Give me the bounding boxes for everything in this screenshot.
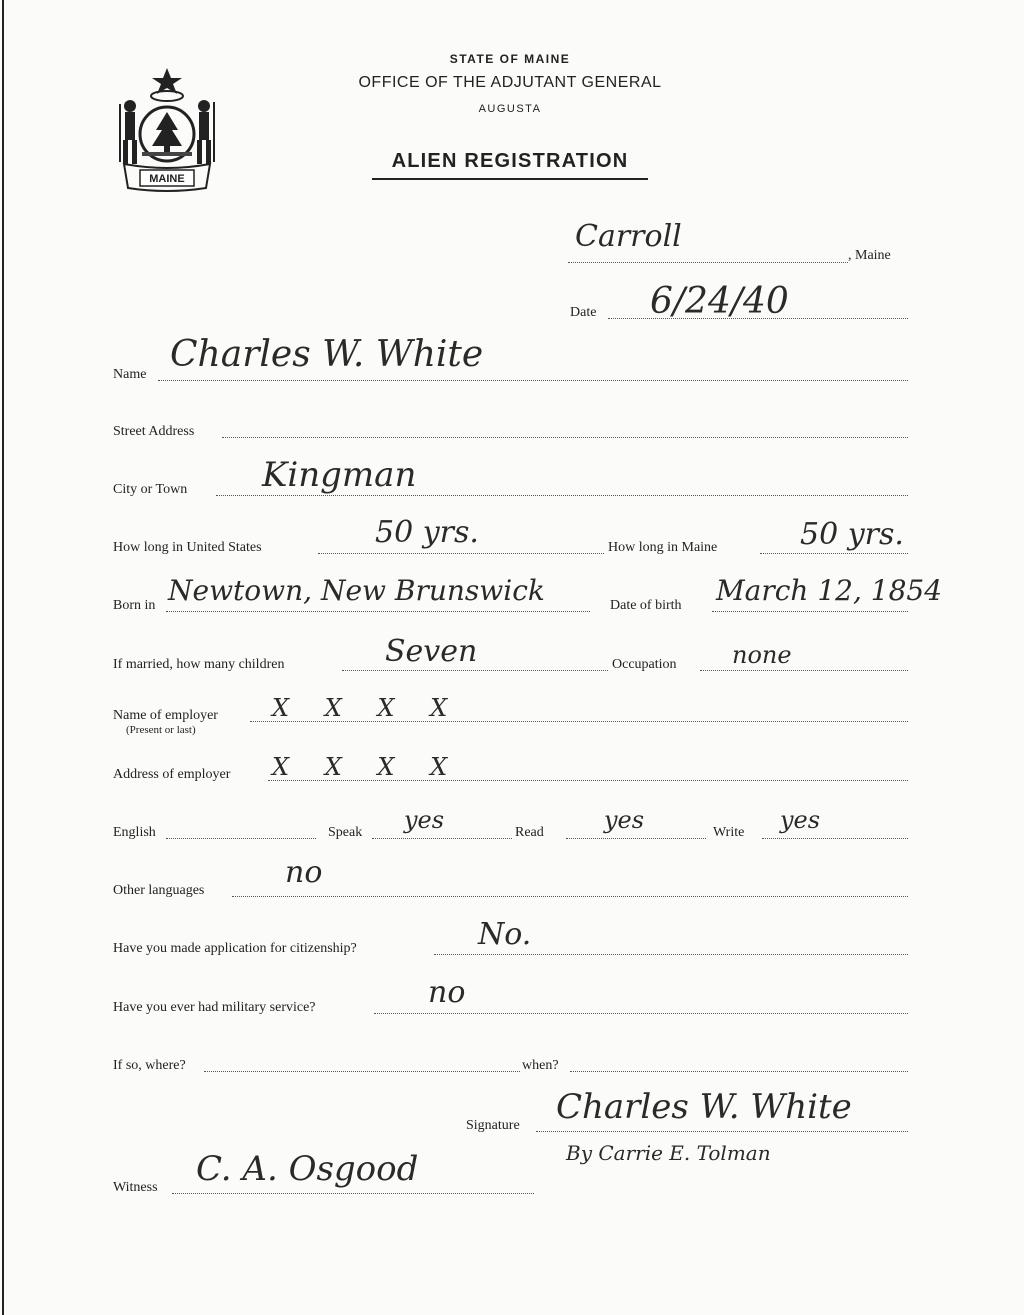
- name-line: [158, 380, 908, 381]
- citizenship-line: [434, 954, 908, 955]
- born-line: [166, 611, 590, 612]
- citizenship-entry: No.: [478, 917, 532, 952]
- scan-border: [2, 0, 4, 1315]
- signature-by-entry: By Carrie E. Tolman: [566, 1141, 771, 1165]
- signature-line: [536, 1131, 908, 1132]
- city-label: City or Town: [113, 482, 188, 497]
- born-label: Born in: [113, 598, 156, 613]
- header-city: AUGUSTA: [478, 103, 542, 115]
- signature-entry: Charles W. White: [556, 1087, 852, 1127]
- years-us-entry: 50 yrs.: [375, 515, 479, 550]
- english-line: [166, 838, 316, 839]
- occupation-line: [700, 670, 908, 671]
- town-entry: Carroll: [575, 219, 682, 254]
- other-languages-label: Other languages: [113, 883, 205, 898]
- city-line: [216, 495, 908, 496]
- dob-line: [712, 611, 908, 612]
- children-label: If married, how many children: [113, 657, 285, 672]
- other-languages-line: [232, 896, 908, 897]
- children-line: [342, 670, 608, 671]
- years-us-line: [318, 553, 604, 554]
- occupation-entry: none: [732, 641, 792, 669]
- header-office: OFFICE OF THE ADJUTANT GENERAL: [358, 74, 662, 91]
- employer-entry: X X X X: [272, 694, 462, 722]
- title-underline: [372, 178, 648, 180]
- speak-line: [372, 838, 512, 839]
- read-label: Read: [515, 825, 544, 840]
- when-line: [570, 1071, 908, 1072]
- when-label: when?: [522, 1058, 559, 1073]
- city-entry: Kingman: [262, 455, 417, 495]
- write-label: Write: [713, 825, 745, 840]
- name-label: Name: [113, 367, 147, 382]
- employer-address-label: Address of employer: [113, 767, 231, 782]
- citizenship-label: Have you made application for citizenship?: [113, 941, 357, 956]
- years-maine-label: How long in Maine: [608, 540, 718, 555]
- name-entry: Charles W. White: [170, 334, 484, 375]
- dob-entry: March 12, 1854: [716, 574, 943, 607]
- town-suffix-label: , Maine: [848, 248, 891, 263]
- born-entry: Newtown, New Brunswick: [168, 574, 545, 607]
- maine-state-seal-icon: [112, 64, 222, 194]
- street-line: [222, 437, 908, 438]
- signature-label: Signature: [466, 1118, 520, 1133]
- dob-label: Date of birth: [610, 598, 682, 613]
- employer-address-entry: X X X X: [272, 753, 462, 781]
- witness-entry: C. A. Osgood: [196, 1149, 419, 1189]
- years-maine-line: [760, 553, 908, 554]
- read-entry: yes: [604, 806, 645, 834]
- date-label: Date: [570, 305, 597, 320]
- years-maine-entry: 50 yrs.: [800, 517, 904, 552]
- where-line: [204, 1071, 520, 1072]
- where-label: If so, where?: [113, 1058, 186, 1073]
- form-title: ALIEN REGISTRATION: [391, 150, 629, 172]
- employer-label: Name of employer: [113, 708, 218, 723]
- write-entry: yes: [780, 806, 821, 834]
- children-entry: Seven: [385, 634, 478, 669]
- english-label: English: [113, 825, 156, 840]
- write-line: [762, 838, 908, 839]
- seal-text: MAINE: [149, 173, 185, 185]
- military-line: [374, 1013, 908, 1014]
- military-label: Have you ever had military service?: [113, 1000, 316, 1015]
- witness-label: Witness: [113, 1180, 158, 1195]
- speak-label: Speak: [328, 825, 363, 840]
- header-state: STATE OF MAINE: [449, 52, 571, 66]
- other-languages-entry: no: [285, 855, 323, 890]
- witness-line: [172, 1193, 534, 1194]
- military-entry: no: [428, 975, 466, 1010]
- speak-entry: yes: [404, 806, 445, 834]
- date-entry: 6/24/40: [650, 281, 789, 322]
- street-label: Street Address: [113, 424, 195, 439]
- years-us-label: How long in United States: [113, 540, 262, 555]
- employer-sublabel: (Present or last): [126, 724, 196, 736]
- town-line: [568, 262, 848, 263]
- occupation-label: Occupation: [612, 657, 677, 672]
- read-line: [566, 838, 706, 839]
